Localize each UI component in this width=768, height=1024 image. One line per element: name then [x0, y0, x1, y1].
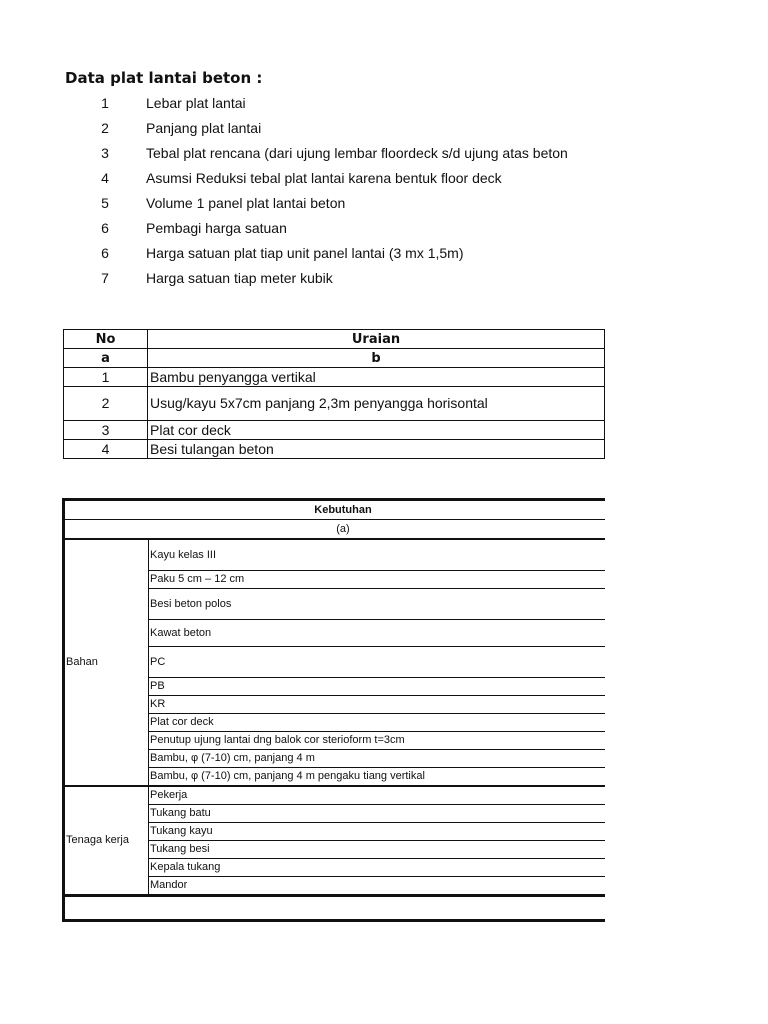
- row-no: 1: [64, 368, 148, 387]
- table-footer-row: [64, 896, 606, 921]
- item-cell: Plat cor deck: [149, 714, 606, 732]
- item-cell: Kawat beton: [149, 620, 606, 647]
- item-cell: PC: [149, 647, 606, 678]
- table-row: [64, 440, 605, 459]
- item-cell: KR: [149, 696, 606, 714]
- row-uraian: Bambu penyangga vertikal: [148, 368, 605, 387]
- item-cell: Tukang besi: [149, 841, 606, 859]
- item-text: Harga satuan tiap meter kubik: [146, 270, 333, 286]
- item-text: Panjang plat lantai: [146, 120, 262, 136]
- header-no: No: [64, 330, 148, 349]
- item-text: Lebar plat lantai: [146, 95, 246, 111]
- item-number: 2: [101, 120, 109, 136]
- subheader-a: a: [64, 349, 148, 368]
- item-number: 6: [101, 245, 109, 261]
- item-text: Asumsi Reduksi tebal plat lantai karena bentuk floor deck: [146, 170, 502, 186]
- subheader-a: (a): [64, 520, 606, 540]
- item-cell: Pekerja: [149, 786, 606, 805]
- document-title: Data plat lantai beton :: [65, 69, 263, 87]
- table-row: [64, 387, 605, 421]
- row-uraian: Usug/kayu 5x7cm panjang 2,3m penyangga horisontal: [148, 387, 605, 421]
- kebutuhan-table-wrapper: [62, 498, 605, 930]
- item-cell: Kayu kelas III: [149, 539, 606, 571]
- table-subheader-row: [64, 349, 605, 368]
- table-row: [64, 421, 605, 440]
- group-tenaga-kerja: Tenaga kerja: [64, 786, 149, 896]
- table-header-row: [64, 330, 605, 349]
- row-no: 4: [64, 440, 148, 459]
- item-cell: PB: [149, 678, 606, 696]
- header-kebutuhan: Kebutuhan: [64, 500, 606, 520]
- item-cell: Bambu, φ (7-10) cm, panjang 4 m pengaku tiang vertikal: [149, 768, 606, 787]
- item-number: 4: [101, 170, 109, 186]
- table-header-row: [64, 500, 606, 520]
- item-cell: Mandor: [149, 877, 606, 896]
- kebutuhan-table: [62, 498, 605, 922]
- item-number: 7: [101, 270, 109, 286]
- item-cell: Besi beton polos: [149, 589, 606, 620]
- item-text: Tebal plat rencana (dari ujung lembar floordeck s/d ujung atas beton: [146, 145, 568, 161]
- item-number: 5: [101, 195, 109, 211]
- item-number: 3: [101, 145, 109, 161]
- subheader-b: b: [148, 349, 605, 368]
- group-bahan: Bahan: [64, 539, 149, 786]
- table-subheader-row: [64, 520, 606, 540]
- table-row: [64, 786, 606, 805]
- item-cell: Bambu, φ (7-10) cm, panjang 4 m: [149, 750, 606, 768]
- footer-empty-cell: [64, 896, 606, 921]
- item-cell: Tukang kayu: [149, 823, 606, 841]
- item-text: Pembagi harga satuan: [146, 220, 287, 236]
- row-no: 3: [64, 421, 148, 440]
- table-row: [64, 539, 606, 571]
- item-cell: Kepala tukang: [149, 859, 606, 877]
- item-cell: Paku 5 cm – 12 cm: [149, 571, 606, 589]
- item-cell: Tukang batu: [149, 805, 606, 823]
- row-uraian: Plat cor deck: [148, 421, 605, 440]
- header-uraian: Uraian: [148, 330, 605, 349]
- row-no: 2: [64, 387, 148, 421]
- item-number: 1: [101, 95, 109, 111]
- item-cell: Penutup ujung lantai dng balok cor sterioform t=3cm: [149, 732, 606, 750]
- item-number: 6: [101, 220, 109, 236]
- row-uraian: Besi tulangan beton: [148, 440, 605, 459]
- item-text: Harga satuan plat tiap unit panel lantai (3 mx 1,5m): [146, 245, 464, 261]
- uraian-table: [63, 329, 605, 459]
- table-row: [64, 368, 605, 387]
- item-text: Volume 1 panel plat lantai beton: [146, 195, 346, 211]
